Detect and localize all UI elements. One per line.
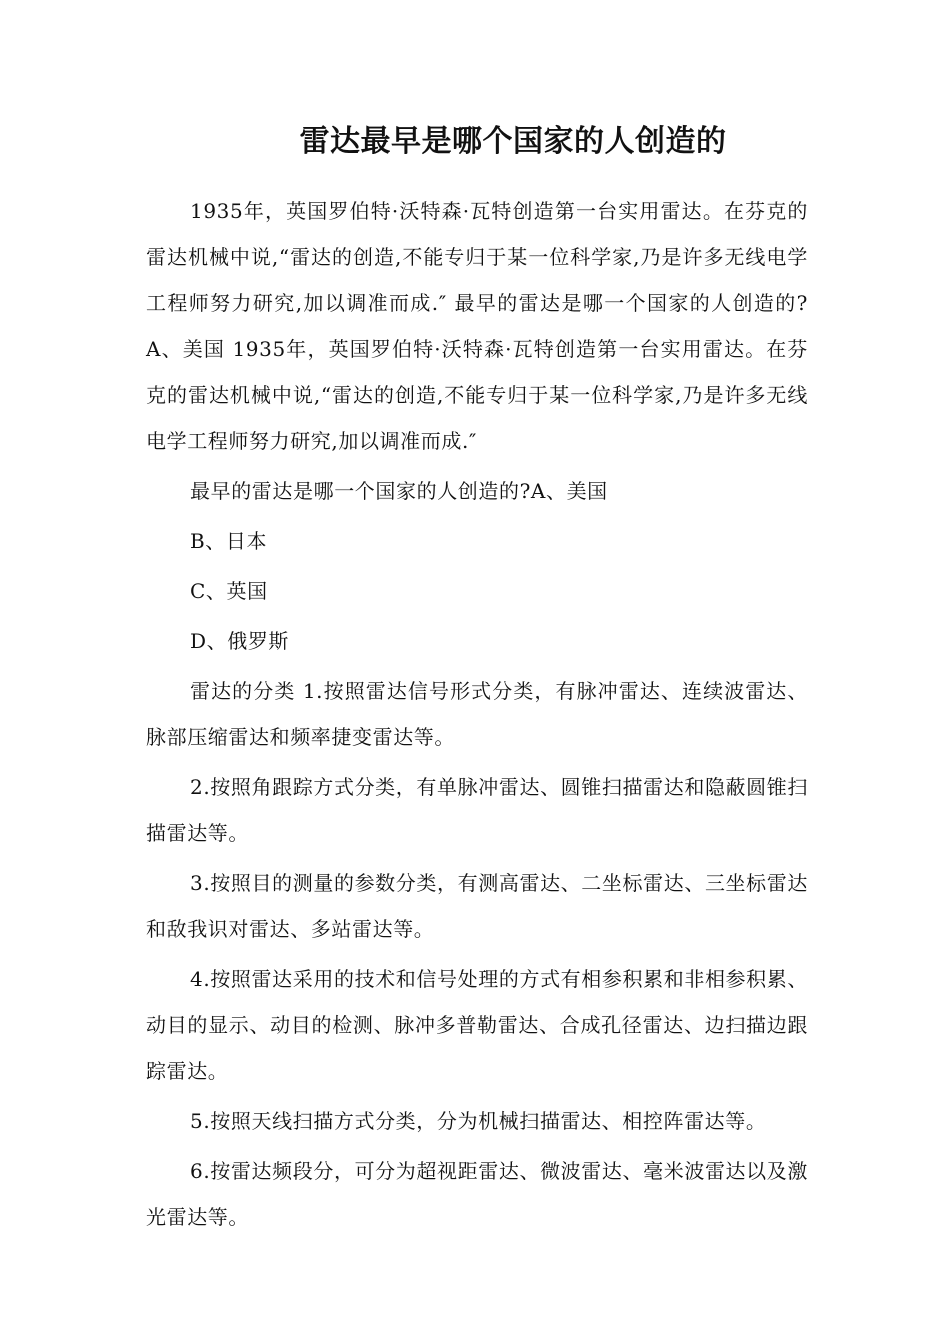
paragraph-classification-6: 6.按雷达频段分，可分为超视距雷达、微波雷达、毫米波雷达以及激光雷达等。 (146, 1159, 808, 1229)
paragraph-intro: 1935年，英国罗伯特·沃特森·瓦特创造第一台实用雷达。在芬克的雷达机械中说,“雷达的创造,不能专归于某一位科学家,乃是许多无线电学工程师努力研究,加以调准而成.″ 最早的雷达是哪一个国家的人创造的?A、美国 1935年，英国罗伯特·沃特森·瓦特创造第一台实用雷达。在芬克的雷达机械中说,“雷达的创造,不能专归于某一位科学家,乃是许多无线电学工程师努力研究,加以调准而成.″ (146, 199, 808, 453)
paragraph-classification-2: 2.按照角跟踪方式分类，有单脉冲雷达、圆锥扫描雷达和隐蔽圆锥扫描雷达等。 (146, 775, 808, 845)
document-page (146, 118, 808, 1244)
paragraph-classification-3: 3.按照目的测量的参数分类，有测高雷达、二坐标雷达、三坐标雷达和敌我识对雷达、多站雷达等。 (146, 871, 808, 941)
paragraph-classification-4: 4.按照雷达采用的技术和信号处理的方式有相参积累和非相参积累、动目的显示、动目的检测、脉冲多普勒雷达、合成孔径雷达、边扫描边跟踪雷达。 (146, 967, 808, 1083)
option-b: B、日本 (190, 529, 268, 553)
paragraph-classification-1: 雷达的分类 1.按照雷达信号形式分类，有脉冲雷达、连续波雷达、脉部压缩雷达和频率捷变雷达等。 (146, 679, 808, 749)
paragraph-classification-5: 5.按照天线扫描方式分类，分为机械扫描雷达、相控阵雷达等。 (190, 1109, 767, 1133)
document-title: 雷达最早是哪个国家的人创造的 (299, 124, 727, 159)
option-d: D、俄罗斯 (190, 629, 290, 653)
option-c: C、英国 (190, 579, 268, 603)
paragraph-question: 最早的雷达是哪一个国家的人创造的?A、美国 (190, 479, 608, 503)
